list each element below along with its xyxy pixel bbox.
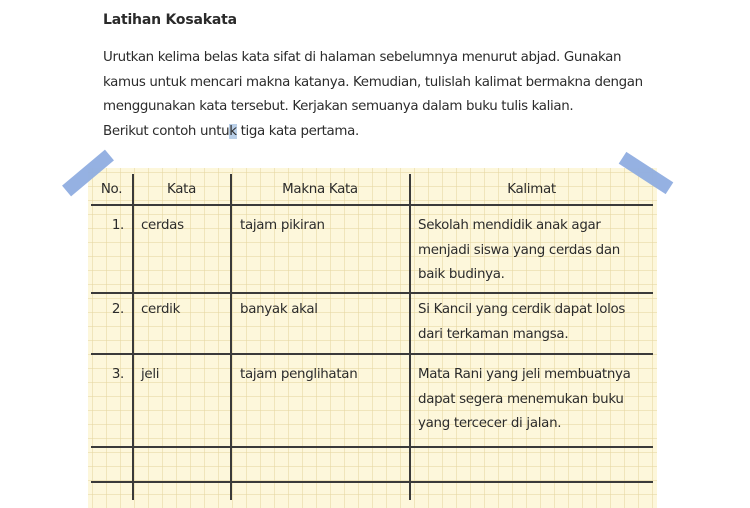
instructions-line-3: menggunakan kata tersebut. Kerjakan semuanya dalam buku tulis kalian. [103, 99, 574, 114]
column-header-kalimat: Kalimat [507, 182, 556, 197]
row-divider [91, 481, 653, 483]
instructions-line-2: kamus untuk mencari makna katanya. Kemudian, tulislah kalimat bermakna dengan [103, 74, 643, 90]
cell-no: 3. [111, 367, 124, 382]
cell-kalimat [418, 298, 650, 347]
kalimat-line: dari terkaman mangsa. [418, 326, 569, 342]
cell-kalimat [418, 363, 650, 437]
cell-kata: cerdik [141, 302, 181, 317]
kalimat-line: yang tercecer di jalan. [418, 416, 562, 431]
instructions-line-4 [103, 120, 663, 145]
column-divider [230, 174, 232, 500]
text-before-selection: Berikut contoh untu [103, 123, 230, 139]
kalimat-line: dapat segera menemukan buku [418, 391, 624, 407]
row-divider [91, 446, 653, 448]
kalimat-line: Sekolah mendidik anak agar [418, 218, 601, 233]
instructions-line-1: Urutkan kelima belas kata sifat di halaman sebelumnya menurut abjad. Gunakan [103, 50, 622, 65]
cell-kata: cerdas [141, 218, 184, 233]
cell-makna: banyak akal [240, 302, 318, 317]
instructions [103, 46, 663, 144]
cell-kata: jeli [141, 367, 160, 382]
kalimat-line: menjadi siswa yang cerdas dan [418, 242, 620, 258]
column-header-no: No. [100, 182, 123, 197]
column-divider [132, 174, 134, 500]
row-divider [91, 292, 653, 294]
row-divider [91, 353, 653, 355]
column-header-kata: Kata [166, 182, 196, 197]
kalimat-line: Si Kancil yang cerdik dapat lolos [418, 302, 626, 317]
cell-no: 2. [111, 302, 124, 317]
column-divider [409, 174, 411, 500]
cell-kalimat [418, 214, 650, 288]
cell-makna: tajam penglihatan [240, 367, 358, 382]
exercise-heading: Latihan Kosakata [103, 12, 237, 28]
kalimat-line: baik budinya. [418, 267, 505, 282]
kalimat-line: Mata Rani yang jeli membuatnya [418, 367, 631, 382]
text-selection[interactable]: k [229, 123, 237, 139]
cell-no: 1. [111, 218, 124, 233]
column-header-makna: Makna Kata [282, 182, 358, 197]
cell-makna: tajam pikiran [240, 218, 325, 233]
header-divider [91, 204, 653, 206]
text-after-selection: tiga kata pertama. [236, 123, 359, 139]
